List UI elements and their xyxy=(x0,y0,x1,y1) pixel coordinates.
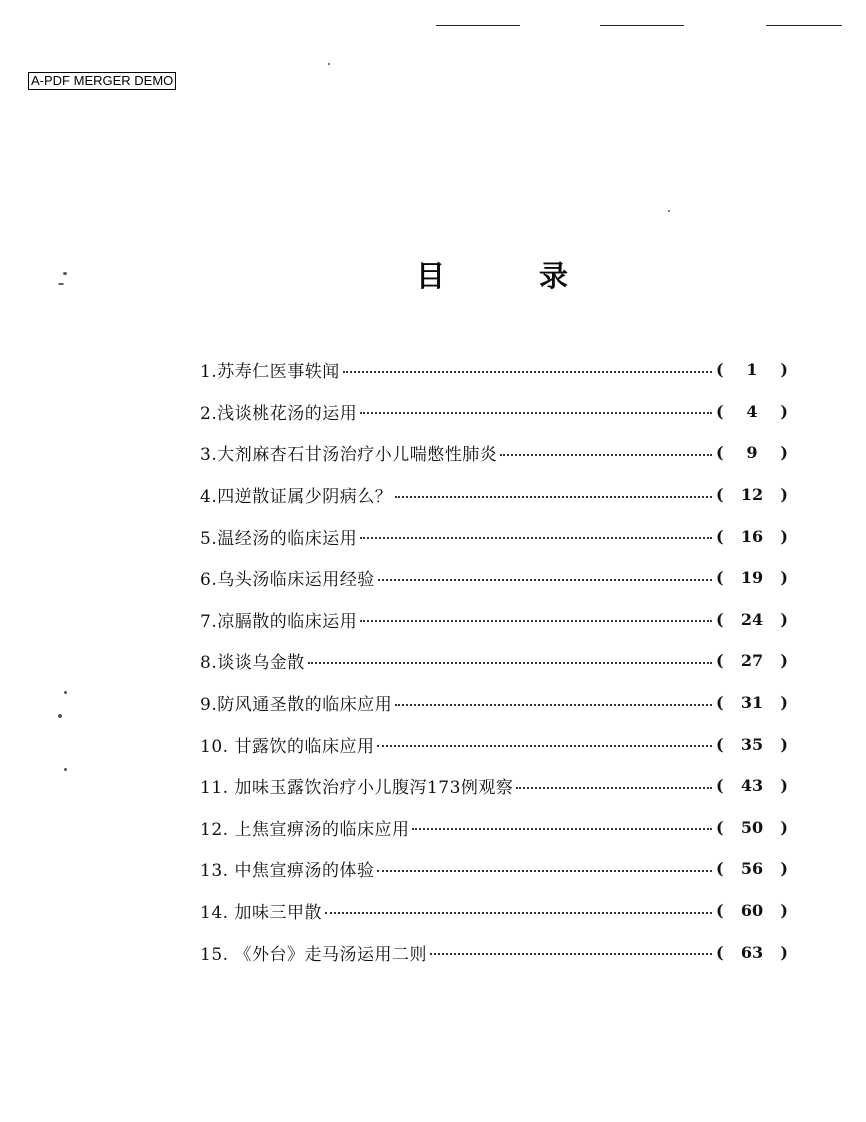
toc-leader-dots xyxy=(430,953,712,955)
scan-speck xyxy=(58,283,64,285)
toc-entry-6[interactable] xyxy=(200,557,788,599)
toc-page-ref xyxy=(716,568,788,587)
toc-entry-5[interactable] xyxy=(200,515,788,557)
toc-page-number: 4 xyxy=(746,401,758,421)
toc-leader-dots xyxy=(343,371,712,373)
toc-page-number: 24 xyxy=(740,609,764,629)
toc-page-number: 19 xyxy=(740,568,764,588)
toc-leader-dots xyxy=(377,745,712,747)
top-rule-2 xyxy=(600,25,684,26)
paren-open: ( xyxy=(716,401,724,421)
toc-entry-title: 13. 中焦宣痹汤的体验 xyxy=(200,861,375,882)
table-of-contents xyxy=(200,349,788,973)
toc-page-ref xyxy=(716,693,788,712)
scan-speck xyxy=(668,210,670,212)
toc-entry-11[interactable] xyxy=(200,765,788,807)
toc-page-number: 60 xyxy=(740,901,764,921)
toc-page-number: 27 xyxy=(740,651,764,671)
paren-close: ) xyxy=(780,360,788,380)
toc-leader-dots xyxy=(377,870,712,872)
toc-entry-title: 11. 加味玉露饮治疗小儿腹泻173例观察 xyxy=(200,778,514,799)
top-rule-3 xyxy=(766,25,842,26)
toc-page-ref xyxy=(716,527,788,546)
watermark-label: A-PDF MERGER DEMO xyxy=(28,72,176,90)
title-char-1: 目 xyxy=(416,259,446,294)
paren-open: ( xyxy=(716,526,724,546)
toc-leader-dots xyxy=(360,412,712,414)
paren-open: ( xyxy=(716,693,724,713)
top-rule-1 xyxy=(436,25,520,26)
paren-close: ) xyxy=(780,901,788,921)
paren-open: ( xyxy=(716,609,724,629)
paren-close: ) xyxy=(780,942,788,962)
paren-close: ) xyxy=(780,817,788,837)
toc-leader-dots xyxy=(378,579,712,581)
paren-open: ( xyxy=(716,817,724,837)
toc-entry-15[interactable] xyxy=(200,931,788,973)
toc-entry-title: 3.大剂麻杏石甘汤治疗小儿喘憋性肺炎 xyxy=(200,445,498,466)
paren-close: ) xyxy=(780,859,788,879)
toc-page-number: 16 xyxy=(740,526,764,546)
toc-page-number: 31 xyxy=(740,693,764,713)
paren-close: ) xyxy=(780,568,788,588)
toc-page-number: 56 xyxy=(740,859,764,879)
scan-speck xyxy=(64,768,67,771)
scan-speck xyxy=(64,691,67,694)
paren-close: ) xyxy=(780,693,788,713)
toc-page-ref xyxy=(716,443,788,462)
page-title xyxy=(416,257,568,295)
scan-speck xyxy=(328,63,330,65)
paren-close: ) xyxy=(780,651,788,671)
toc-page-ref xyxy=(716,735,788,754)
paren-open: ( xyxy=(716,901,724,921)
paren-open: ( xyxy=(716,734,724,754)
toc-page-ref xyxy=(716,485,788,504)
toc-page-number: 50 xyxy=(740,817,764,837)
paren-open: ( xyxy=(716,360,724,380)
paren-open: ( xyxy=(716,942,724,962)
title-char-2: 录 xyxy=(539,259,569,294)
toc-entry-title: 6.乌头汤临床运用经验 xyxy=(200,570,375,591)
paren-open: ( xyxy=(716,651,724,671)
paren-open: ( xyxy=(716,443,724,463)
paren-open: ( xyxy=(716,776,724,796)
toc-entry-title: 15. 《外台》走马汤运用二则 xyxy=(200,944,427,965)
toc-leader-dots xyxy=(395,496,712,498)
paren-close: ) xyxy=(780,526,788,546)
toc-page-ref xyxy=(716,943,788,962)
paren-close: ) xyxy=(780,776,788,796)
toc-entry-title: 7.凉膈散的临床运用 xyxy=(200,611,358,632)
toc-page-number: 43 xyxy=(740,776,764,796)
toc-page-ref xyxy=(716,651,788,670)
paren-close: ) xyxy=(780,734,788,754)
toc-leader-dots xyxy=(308,662,712,664)
paren-open: ( xyxy=(716,568,724,588)
toc-entry-7[interactable] xyxy=(200,599,788,641)
paren-open: ( xyxy=(716,485,724,505)
paren-open: ( xyxy=(716,859,724,879)
toc-entry-2[interactable] xyxy=(200,391,788,433)
toc-leader-dots xyxy=(516,787,712,789)
toc-entry-title: 4.四逆散证属少阴病么？ xyxy=(200,487,393,508)
toc-entry-8[interactable] xyxy=(200,640,788,682)
toc-page-number: 12 xyxy=(740,485,764,505)
toc-entry-9[interactable] xyxy=(200,682,788,724)
paren-close: ) xyxy=(780,443,788,463)
toc-leader-dots xyxy=(360,620,712,622)
toc-entry-title: 1.苏寿仁医事轶闻 xyxy=(200,362,340,383)
paren-close: ) xyxy=(780,401,788,421)
toc-page-number: 9 xyxy=(746,443,758,463)
toc-leader-dots xyxy=(325,912,712,914)
toc-page-number: 35 xyxy=(740,734,764,754)
toc-page-ref xyxy=(716,610,788,629)
toc-page-ref xyxy=(716,776,788,795)
toc-entry-title: 9.防风通圣散的临床应用 xyxy=(200,695,393,716)
toc-leader-dots xyxy=(360,537,712,539)
toc-entry-12[interactable] xyxy=(200,807,788,849)
toc-leader-dots xyxy=(395,704,712,706)
toc-leader-dots xyxy=(500,454,712,456)
toc-leader-dots xyxy=(412,828,712,830)
toc-entry-title: 2.浅谈桃花汤的运用 xyxy=(200,403,358,424)
scan-speck xyxy=(58,714,62,718)
toc-page-ref xyxy=(716,901,788,920)
toc-entry-title: 12. 上焦宣痹汤的临床应用 xyxy=(200,819,410,840)
toc-entry-13[interactable] xyxy=(200,848,788,890)
paren-close: ) xyxy=(780,485,788,505)
toc-page-number: 63 xyxy=(740,942,764,962)
toc-page-ref xyxy=(716,402,788,421)
scan-speck xyxy=(63,272,67,275)
toc-entry-title: 5.温经汤的临床运用 xyxy=(200,528,358,549)
toc-entry-1[interactable] xyxy=(200,349,788,391)
toc-entry-4[interactable] xyxy=(200,474,788,516)
toc-page-ref xyxy=(716,859,788,878)
toc-entry-title: 8.谈谈乌金散 xyxy=(200,653,305,674)
toc-entry-10[interactable] xyxy=(200,723,788,765)
toc-page-ref xyxy=(716,818,788,837)
toc-entry-14[interactable] xyxy=(200,890,788,932)
toc-page-ref xyxy=(716,360,788,379)
toc-page-number: 1 xyxy=(746,360,758,380)
toc-entry-title: 10. 甘露饮的临床应用 xyxy=(200,736,375,757)
paren-close: ) xyxy=(780,609,788,629)
toc-entry-title: 14. 加味三甲散 xyxy=(200,903,322,924)
toc-entry-3[interactable] xyxy=(200,432,788,474)
